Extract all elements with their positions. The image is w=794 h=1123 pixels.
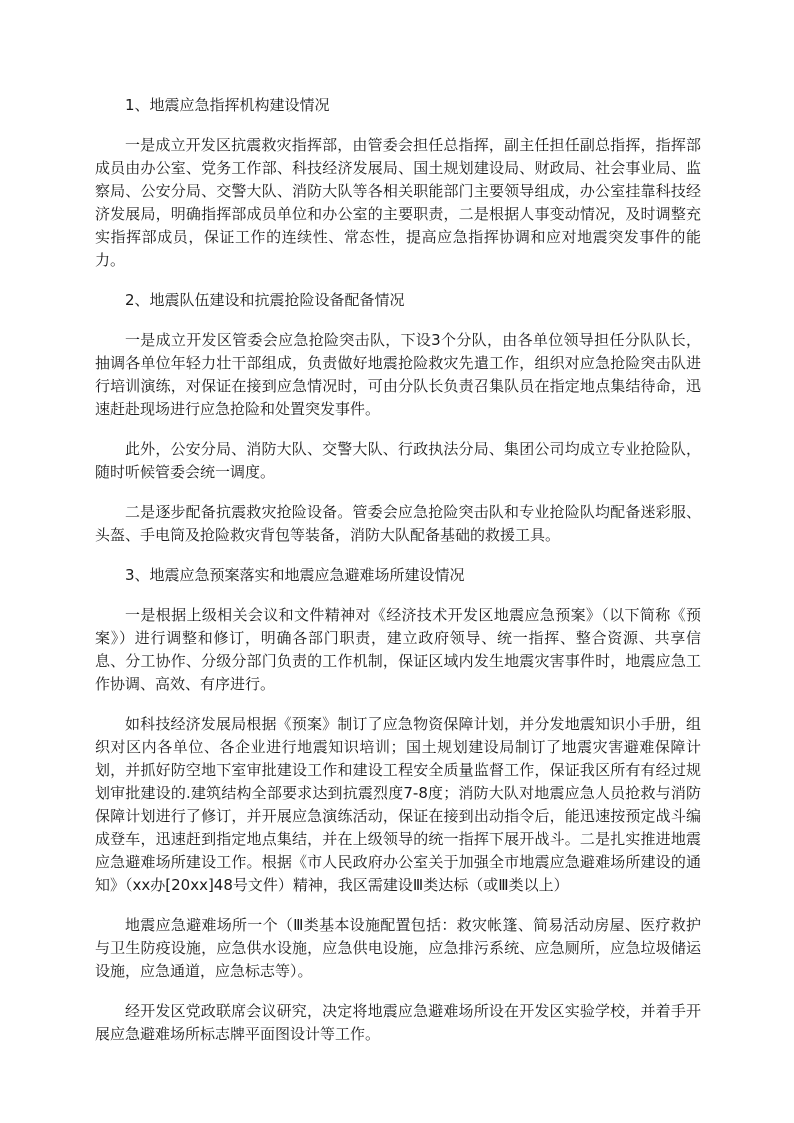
paragraph-plan-revision: 一是根据上级相关会议和文件精神对《经济技术开发区地震应急预案》（以下简称《预案》）进行调整和修订，明确各部门职责，建立政府领导、统一指挥、整合资源、共享信息、分工协作、分级分部门负责的工作机制，保证区域内发生地震灾害事件时，地震应急工作协调、高效、有序进行。: [95, 606, 701, 693]
paragraph-shelter-location: 经开发区党政联席会议研究，决定将地震应急避难场所设在开发区实验学校，并着手开展应急避难场所标志牌平面图设计等工作。: [95, 1002, 701, 1043]
section-heading-3: 3、地震应急预案落实和地震应急避难场所建设情况: [125, 566, 465, 584]
paragraph-equipment: 二是逐步配备抗震救灾抢险设备。管委会应急抢险突击队和专业抢险队均配备迷彩服、头盔、手电筒及抢险救灾背包等装备，消防大队配备基础的救援工具。: [95, 503, 701, 544]
paragraph-shelter-facilities: 地震应急避难场所一个（Ⅲ类基本设施配置包括：救灾帐篷、简易活动房屋、医疗救护与卫生防疫设施，应急供水设施，应急供电设施，应急排污系统、应急厕所，应急垃圾储运设施，应急通道，应急标志等）。: [95, 916, 701, 980]
paragraph-department-actions: 如科技经济发展局根据《预案》制订了应急物资保障计划，并分发地震知识小手册，组织对区内各单位、各企业进行地震知识培训；国土规划建设局制订了地震灾害避难保障计划，并抓好防空地下室审批建设工作和建设工程安全质量监督工作，保证我区所有有经过规划审批建设的.建筑结构全部要求达到抗震烈度7-8度；消防大队对地震应急人员抢救与消防保障计划进行了修订，并开展应急演练活动，保证在接到出动指令后，能迅速按预定战斗编成登车，迅速赶到指定地点集结，并在上级领导的统一指挥下展开战斗。二是扎实推进地震应急避难场所建设工作。根据《市人民政府办公室关于加强全市地震应急避难场所建设的通知》（xx办[20xx]48号文件）精神，我区需建设Ⅲ类达标（或Ⅲ类以上）: [95, 715, 701, 894]
section-heading-1: 1、地震应急指挥机构建设情况: [125, 96, 330, 114]
section-heading-2: 2、地震队伍建设和抗震抢险设备配备情况: [125, 291, 405, 309]
paragraph-professional-teams: 此外，公安分局、消防大队、交警大队、行政执法分局、集团公司均成立专业抢险队，随时听候管委会统一调度。: [95, 440, 701, 481]
paragraph-rescue-team: 一是成立开发区管委会应急抢险突击队，下设3个分队，由各单位领导担任分队队长，抽调各单位年轻力壮干部组成，负责做好地震抢险救灾先遣工作，组织对应急抢险突击队进行培训演练，对保证在接到应急情况时，可由分队长负责召集队员在指定地点集结待命，迅速赶赴现场进行应急抢险和处置突发事件。: [95, 331, 701, 418]
paragraph-command-structure: 一是成立开发区抗震救灾指挥部，由管委会担任总指挥，副主任担任副总指挥，指挥部成员由办公室、党务工作部、科技经济发展局、国土规划建设局、财政局、社会事业局、监察局、公安分局、交警大队、消防大队等各相关职能部门主要领导组成，办公室挂靠科技经济发展局，明确指挥部成员单位和办公室的主要职责，二是根据人事变动情况，及时调整充实指挥部成员，保证工作的连续性、常态性，提高应急指挥协调和应对地震突发事件的能力。: [95, 136, 701, 269]
